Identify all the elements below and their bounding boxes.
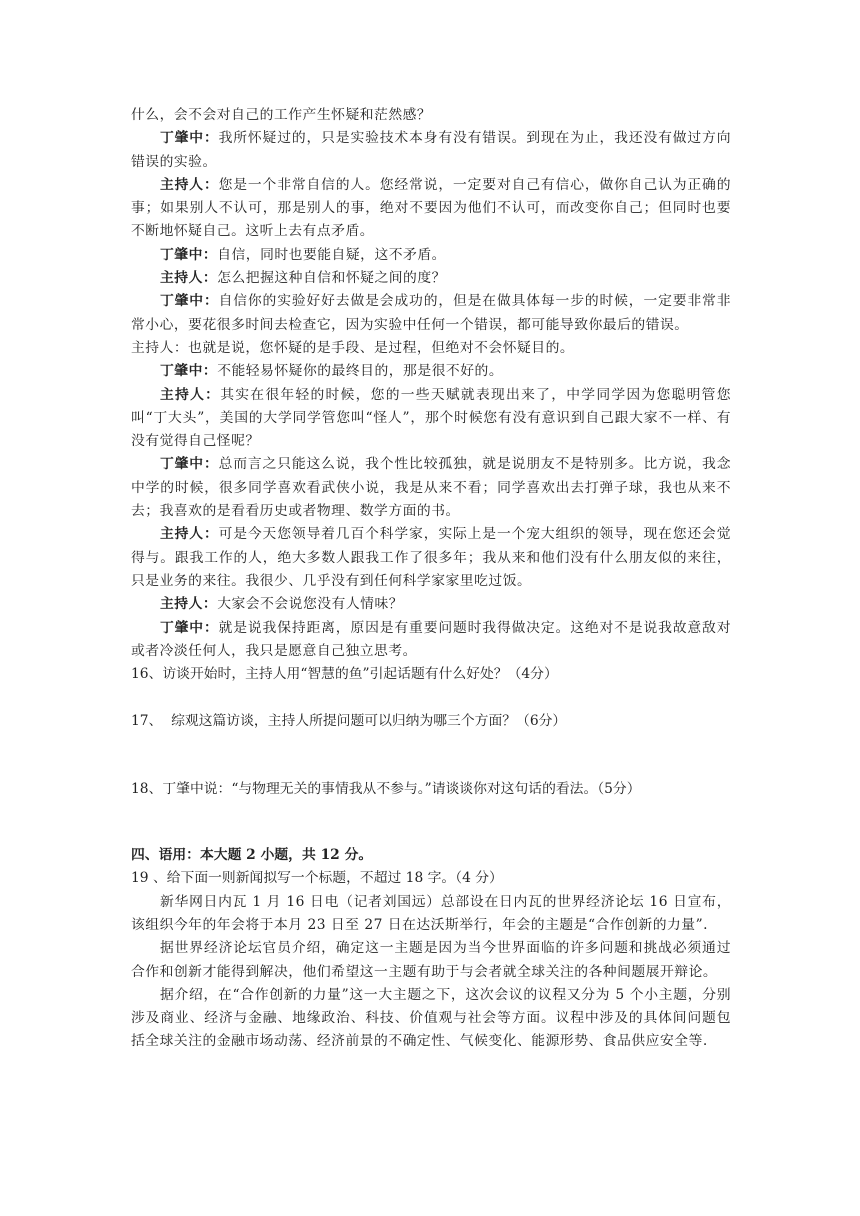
question-19: 19 、给下面一则新闻拟写一个标题，不超过 18 字。（4 分）	[131, 870, 503, 887]
question-18: 18、丁肇中说：“与物理无关的事情我从不参与。”请谈谈你对这句话的看法。（5分）	[131, 780, 641, 797]
interview-paragraph	[131, 244, 731, 267]
speaker-label: 丁肇中：	[160, 293, 219, 310]
news-paragraph-3: 据介绍，在“合作创新的力量”这一大主题之下，这次会议的议程又分为 5 个小主题，分别涉及商业、经济与金融、地缘政治、科技、价值观与社会等方面。议程中涉及的具体间问题包括全球关注的金融市场动荡、经济前景的不确定性、气候变化、能源形势、食品供应安全等.	[131, 986, 731, 1050]
speech-text: 其实在很年轻的时候，您的一些天赋就表现出来了，中学同学因为您聪明管您叫“丁大头”，美国的大学同学管您叫“怪人”，那个时候您有没有意识到自己跟大家不一样、有没有觉得自己怪呢？	[131, 386, 732, 450]
interview-paragraph	[131, 174, 731, 244]
speaker-label: 丁肇中：	[160, 130, 219, 147]
speech-text: 可是今天您领导着几百个科学家，实际上是一个宠大组织的领导，现在您还会觉得与。跟我工作的人，绝大多数人跟我工作了很多年；我从来和他们没有什么朋友似的来往，只是业务的来往。我很少、几乎没有到任何科学家家里吃过饭。	[131, 526, 732, 589]
speech-text: 大家会不会说您没有人情味？	[217, 596, 404, 613]
speaker-label: 主持人：	[160, 176, 219, 193]
question-16: 16、访谈开始时，主持人用“智慧的鱼”引起话题有什么好处？（4分）	[131, 666, 558, 683]
news-paragraph-2: 据世界经济论坛官员介绍，确定这一主题是因为当今世界面临的许多问题和挑战必须通过合作和创新才能得到解决，他们希望这一主题有助于与会者就全球关注的各种间题展开辩论。	[131, 940, 731, 980]
speech-text: 我所怀疑过的，只是实验技术本身有没有错误。到现在为止，我还没有做过方向错误的实验。	[131, 130, 732, 170]
interview-paragraph	[131, 453, 731, 523]
interview-transcript	[131, 104, 731, 663]
speaker-label: 丁肇中：	[160, 363, 218, 380]
speaker-label: 主持人：	[160, 526, 219, 543]
question-17: 17、 综观这篇访谈，主持人所提问题可以归纳为哪三个方面？（6分）	[131, 713, 567, 730]
interview-paragraph	[131, 104, 731, 127]
interview-paragraph	[131, 337, 731, 360]
document-page	[131, 104, 731, 1054]
speech-text: 您是一个非常自信的人。您经常说，一定要对自己有信心，做你自己认为正确的事；如果别人不认可，那是别人的事，绝对不要因为他们不认可，而改变你自己；但同时也要不断地怀疑自己。这听上去有点矛盾。	[131, 176, 732, 240]
interview-paragraph	[131, 267, 731, 290]
speech-text: 就是说我保持距离，原因是有重要问题时我得做决定。这绝对不是说我故意敌对或者冷淡任何人，我只是愿意自己独立思考。	[131, 619, 732, 659]
speaker-label: 主持人：	[160, 596, 218, 613]
speaker-label: 丁肇中：	[160, 456, 219, 473]
speech-text: 总而言之只能这么说，我个性比较孤独，就是说朋友不是特别多。比方说，我念中学的时候，很多同学喜欢看武侠小说，我是从来不看；同学喜欢出去打弹子球，我也从来不去；我喜欢的是看看历史或者物理、数学方面的书。	[131, 456, 732, 520]
speaker-label: 丁肇中：	[160, 246, 218, 263]
interview-paragraph	[131, 593, 731, 616]
speech-text: 什么，会不会对自己的工作产生怀疑和茫然感？	[131, 107, 432, 123]
speech-text: 自信，同时也要能自疑，这不矛盾。	[217, 246, 446, 263]
speech-text: 不能轻易怀疑你的最终目的，那是很不好的。	[217, 363, 504, 380]
interview-paragraph	[131, 127, 731, 174]
interview-paragraph	[131, 360, 731, 383]
speaker-label: 主持人：	[160, 386, 221, 403]
interview-paragraph	[131, 290, 731, 337]
speech-text: 主持人：也就是说，您怀疑的是手段、是过程，但绝对不会怀疑目的。	[131, 339, 575, 356]
speaker-label: 主持人：	[160, 270, 218, 287]
section-4-heading: 四、语用：本大题 2 小题，共 12 分。	[131, 847, 373, 864]
interview-paragraph	[131, 617, 731, 664]
speaker-label: 丁肇中：	[160, 619, 219, 636]
news-paragraph-1: 新华网日内瓦 1 月 16 日电（记者刘国远）总部设在日内瓦的世界经济论坛 16 日宣布，该组织今年的年会将于本月 23 日至 27 日在达沃斯举行，年会的主题是“合作创新的力量”.	[131, 893, 731, 933]
interview-paragraph	[131, 523, 731, 593]
speech-text: 怎么把握这种自信和怀疑之间的度？	[217, 270, 446, 287]
interview-paragraph	[131, 384, 731, 454]
speech-text: 自信你的实验好好去做是会成功的，但是在做具体每一步的时候，一定要非常非常小心，要花很多时间去检查它，因为实验中任何一个错误，都可能导致你最后的错误。	[131, 293, 732, 333]
